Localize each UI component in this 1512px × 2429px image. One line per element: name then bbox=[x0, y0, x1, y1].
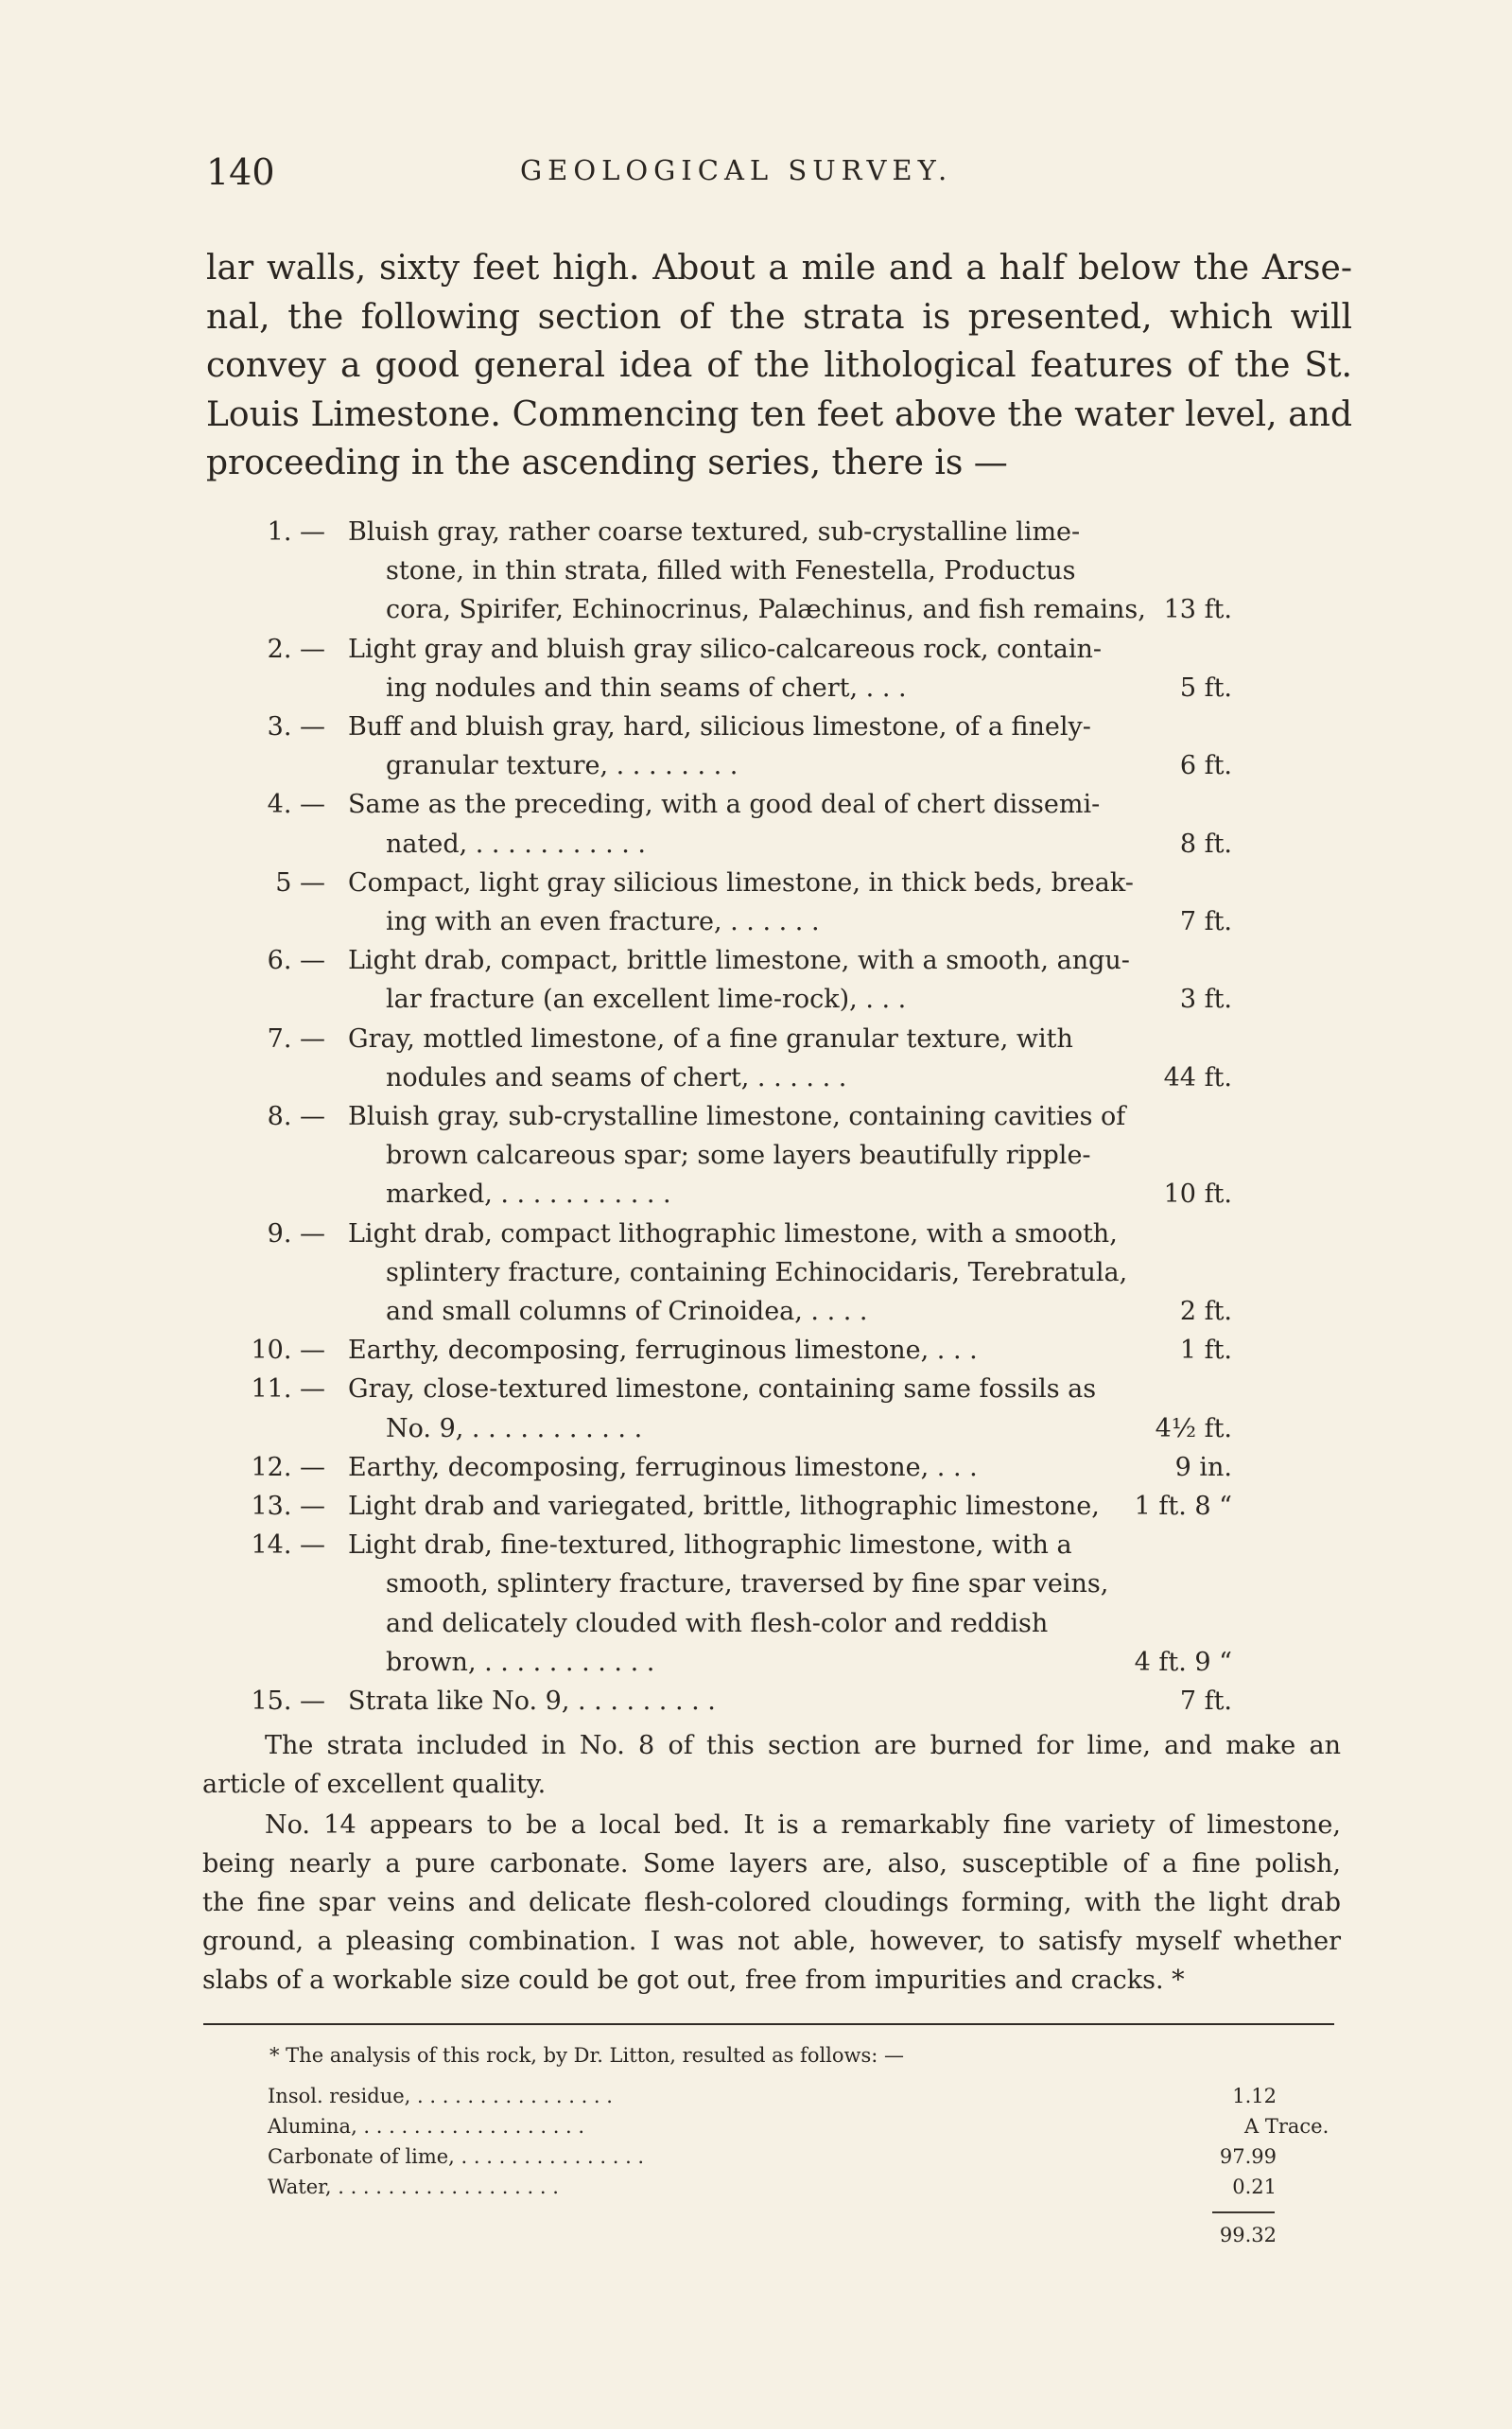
section-row bbox=[267, 1215, 1265, 1253]
section-row bbox=[267, 514, 1265, 551]
row-number: 15. — bbox=[251, 1686, 325, 1716]
row-thickness: 4½ ft. bbox=[1155, 1413, 1232, 1443]
section-row bbox=[320, 591, 1265, 629]
running-head: GEOLOGICAL SURVEY. bbox=[520, 154, 953, 186]
section-row bbox=[320, 981, 1265, 1019]
text-line: nal, the following section of the strata is presented, which will bbox=[206, 297, 1352, 337]
row-thickness: 5 ft. bbox=[1179, 673, 1232, 703]
section-row bbox=[320, 826, 1265, 864]
row-thickness: 2 ft. bbox=[1179, 1297, 1232, 1326]
row-description: granular texture, . . . . . . . . bbox=[386, 751, 739, 781]
analysis-value: 1.12 bbox=[1232, 2085, 1277, 2107]
notes-line: ground, a pleasing combination. I was not able, however, to satisfy myself whether bbox=[202, 1927, 1341, 1956]
row-number: 11. — bbox=[251, 1374, 325, 1405]
row-description: Light gray and bluish gray silico-calcareous rock, contain- bbox=[348, 634, 1103, 664]
notes-line: being nearly a pure carbonate. Some layers are, also, susceptible of a fine polish, bbox=[202, 1849, 1341, 1879]
row-description: Compact, light gray silicious limestone, in thick beds, break- bbox=[348, 867, 1134, 898]
row-thickness: 8 ft. bbox=[1179, 829, 1232, 859]
row-description: Light drab, compact, brittle limestone, with a smooth, angu- bbox=[348, 946, 1130, 976]
text-line: Louis Limestone. Commencing ten feet above the water level, and bbox=[206, 394, 1352, 434]
row-number: 7. — bbox=[267, 1023, 325, 1054]
row-number: 3. — bbox=[267, 712, 325, 742]
row-number: 2. — bbox=[267, 634, 325, 664]
section-row bbox=[320, 1176, 1265, 1214]
analysis-component: Insol. residue, . . . . . . . . . . . . . . . . bbox=[268, 2085, 613, 2107]
section-row bbox=[320, 1137, 1265, 1175]
row-description: brown calcareous spar; some layers beautifully ripple- bbox=[386, 1141, 1091, 1171]
notes-line: The strata included in No. 8 of this section are burned for lime, and make an bbox=[265, 1731, 1341, 1760]
section-row bbox=[267, 708, 1265, 746]
analysis-value: A Trace. bbox=[1244, 2115, 1330, 2138]
section-row bbox=[267, 1021, 1265, 1058]
section-row bbox=[320, 1254, 1265, 1292]
section-row bbox=[267, 631, 1265, 669]
row-description: and delicately clouded with flesh-color and reddish bbox=[386, 1608, 1049, 1638]
analysis-total: 99.32 bbox=[1219, 2224, 1277, 2246]
row-description: Bluish gray, sub-crystalline limestone, containing cavities of bbox=[348, 1102, 1126, 1131]
section-row bbox=[320, 670, 1265, 708]
row-description: Light drab, fine-textured, lithographic limestone, with a bbox=[348, 1530, 1072, 1561]
section-row bbox=[320, 747, 1265, 785]
text-line: convey a good general idea of the lithological features of the St. bbox=[206, 346, 1352, 385]
row-thickness: 7 ft. bbox=[1179, 1686, 1232, 1716]
notes-line: No. 14 appears to be a local bed. It is a remarkably fine variety of limestone, bbox=[265, 1810, 1341, 1840]
section-row bbox=[320, 1059, 1265, 1097]
row-description: Same as the preceding, with a good deal of chert dissemi- bbox=[348, 790, 1101, 820]
section-row bbox=[251, 1683, 1265, 1721]
row-description: ing nodules and thin seams of chert, . . . bbox=[386, 673, 907, 703]
row-thickness: 7 ft. bbox=[1179, 907, 1232, 936]
notes-line: article of excellent quality. bbox=[202, 1770, 547, 1799]
section-row bbox=[320, 1293, 1265, 1331]
intro-paragraph bbox=[206, 244, 1352, 488]
row-description: Earthy, decomposing, ferruginous limestone, . . . bbox=[348, 1336, 978, 1366]
row-description: Bluish gray, rather coarse textured, sub-crystalline lime- bbox=[348, 517, 1081, 547]
analysis-value: 97.99 bbox=[1219, 2145, 1277, 2168]
section-row bbox=[320, 1565, 1265, 1603]
row-number: 13. — bbox=[251, 1492, 325, 1521]
section-row bbox=[275, 865, 1265, 902]
row-description: No. 9, . . . . . . . . . . . bbox=[386, 1413, 643, 1443]
row-description: smooth, splintery fracture, traversed by fine spar veins, bbox=[386, 1569, 1109, 1599]
row-description: and small columns of Crinoidea, . . . . bbox=[386, 1297, 868, 1326]
footnote-intro: * The analysis of this rock, by Dr. Litton, resulted as follows: — bbox=[269, 2044, 905, 2067]
row-description: nodules and seams of chert, . . . . . . bbox=[386, 1062, 847, 1092]
page-number: 140 bbox=[206, 151, 275, 193]
row-number: 5 — bbox=[275, 867, 325, 898]
section-row bbox=[251, 1332, 1265, 1370]
row-number: 6. — bbox=[267, 946, 325, 976]
row-description: splintery fracture, containing Echinocidaris, Terebratula, bbox=[386, 1257, 1128, 1287]
row-thickness: 44 ft. bbox=[1163, 1062, 1232, 1092]
analysis-component: Alumina, . . . . . . . . . . . . . . . . . . bbox=[268, 2115, 585, 2138]
row-number: 10. — bbox=[251, 1336, 325, 1366]
row-thickness: 1 ft. bbox=[1179, 1336, 1232, 1366]
row-description: Earthy, decomposing, ferruginous limestone, . . . bbox=[348, 1452, 978, 1482]
row-number: 12. — bbox=[251, 1452, 325, 1482]
footnote-rule bbox=[203, 2023, 1334, 2025]
row-description: Gray, close-textured limestone, containing same fossils as bbox=[348, 1374, 1097, 1405]
section-row bbox=[251, 1488, 1265, 1526]
row-thickness: 9 in. bbox=[1174, 1452, 1232, 1482]
sum-rule bbox=[1212, 2211, 1275, 2213]
section-row bbox=[267, 786, 1265, 824]
row-number: 8. — bbox=[267, 1102, 325, 1131]
section-row bbox=[320, 1410, 1265, 1448]
row-description: nated, . . . . . . . . . . . bbox=[386, 829, 646, 859]
row-description: cora, Spirifer, Echinocrinus, Palæchinus, and fish remains, bbox=[386, 595, 1146, 625]
row-thickness: 6 ft. bbox=[1179, 751, 1232, 781]
row-description: Buff and bluish gray, hard, silicious limestone, of a finely- bbox=[348, 712, 1091, 742]
text-line: proceeding in the ascending series, there is — bbox=[206, 444, 1008, 482]
row-description: Light drab and variegated, brittle, lithographic limestone, bbox=[348, 1492, 1100, 1521]
row-thickness: 4 ft. 9 “ bbox=[1134, 1647, 1232, 1677]
row-description: Strata like No. 9, . . . . . . . . . bbox=[348, 1686, 716, 1716]
section-row bbox=[320, 903, 1265, 941]
row-description: marked, . . . . . . . . . . . bbox=[386, 1180, 671, 1210]
section-row bbox=[251, 1371, 1265, 1408]
analysis-component: Carbonate of lime, . . . . . . . . . . . . . . . bbox=[268, 2145, 645, 2168]
row-description: brown, . . . . . . . . . . . bbox=[386, 1647, 655, 1677]
row-thickness: 1 ft. 8 “ bbox=[1134, 1492, 1232, 1521]
section-row bbox=[251, 1449, 1265, 1487]
row-thickness: 10 ft. bbox=[1163, 1180, 1232, 1210]
section-row bbox=[251, 1527, 1265, 1564]
row-number: 14. — bbox=[251, 1530, 325, 1561]
analysis-value: 0.21 bbox=[1232, 2176, 1277, 2198]
row-thickness: 3 ft. bbox=[1179, 985, 1232, 1015]
section-row bbox=[320, 552, 1265, 590]
row-description: stone, in thin strata, filled with Fenestella, Productus bbox=[386, 556, 1076, 586]
notes-line: slabs of a workable size could be got out, free from impurities and cracks. * bbox=[202, 1966, 1185, 1995]
row-description: Gray, mottled limestone, of a fine granular texture, with bbox=[348, 1023, 1073, 1054]
notes-line: the fine spar veins and delicate flesh-colored cloudings forming, with the light drab bbox=[202, 1888, 1341, 1917]
row-description: ing with an even fracture, . . . . . . bbox=[386, 907, 820, 936]
analysis-component: Water, . . . . . . . . . . . . . . . . . . bbox=[268, 2176, 559, 2198]
section-row bbox=[267, 1098, 1265, 1136]
text-line: lar walls, sixty feet high. About a mile and a half below the Arse- bbox=[206, 249, 1352, 288]
row-description: lar fracture (an excellent lime-rock), . . . bbox=[386, 985, 907, 1015]
section-row bbox=[320, 1644, 1265, 1682]
section-row bbox=[320, 1605, 1265, 1643]
row-thickness: 13 ft. bbox=[1163, 595, 1232, 625]
section-row bbox=[267, 942, 1265, 980]
row-number: 1. — bbox=[267, 517, 325, 547]
row-description: Light drab, compact lithographic limestone, with a smooth, bbox=[348, 1218, 1118, 1249]
row-number: 9. — bbox=[267, 1218, 325, 1249]
row-number: 4. — bbox=[267, 790, 325, 820]
